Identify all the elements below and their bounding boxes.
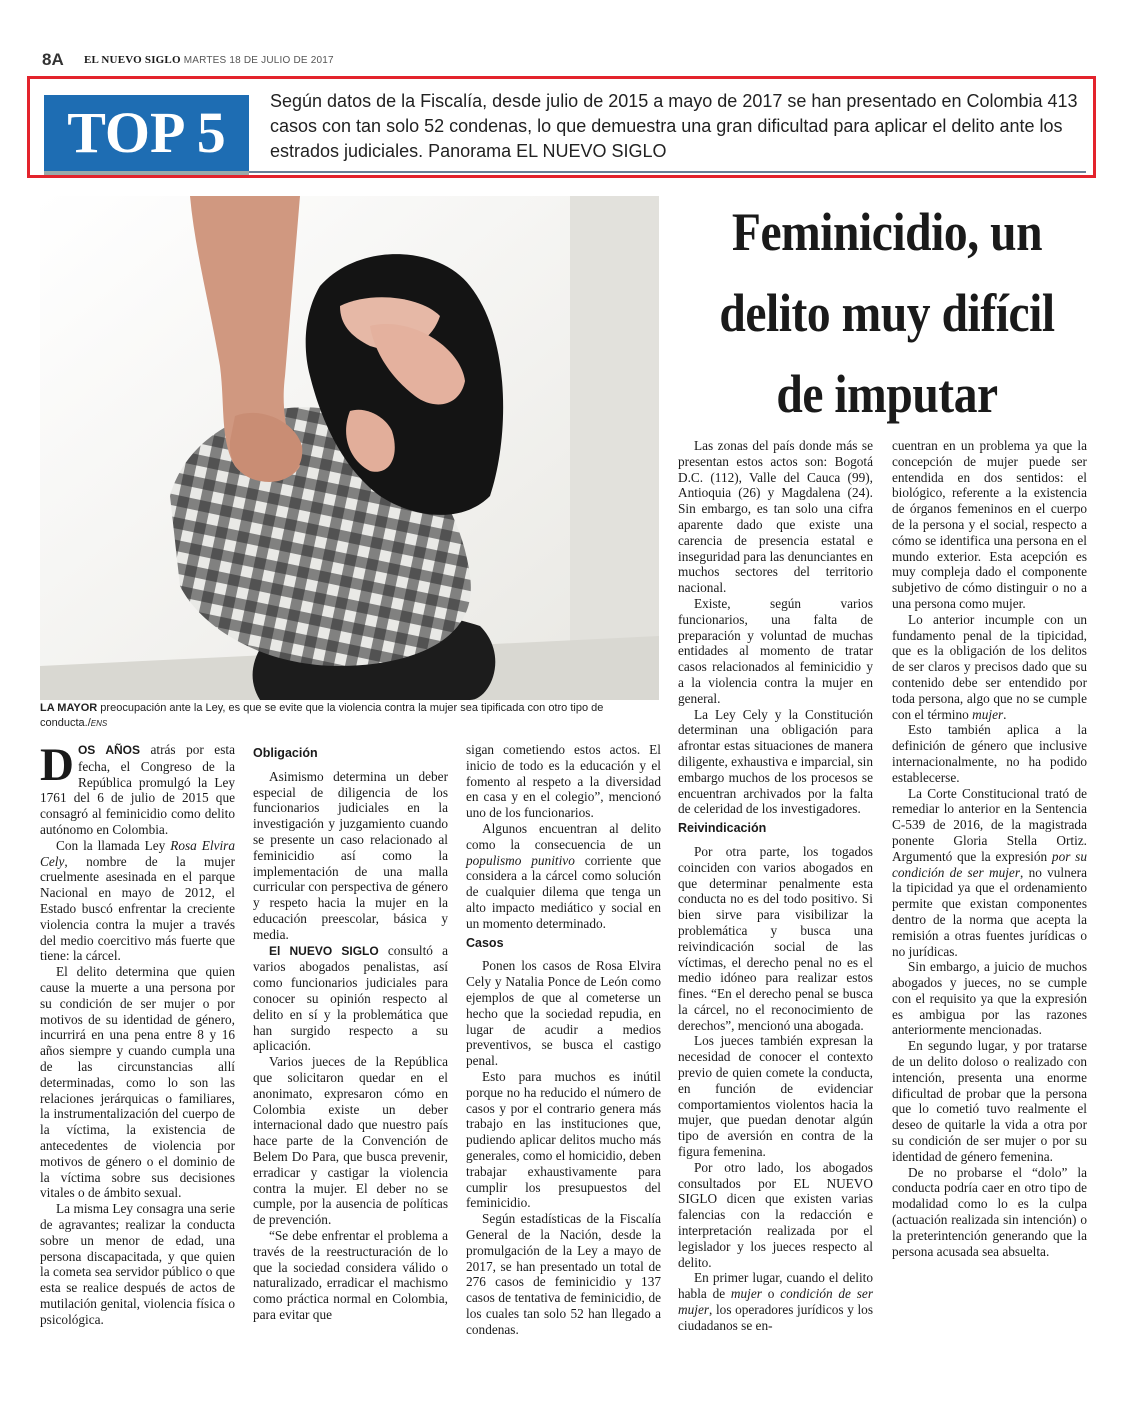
paragraph-text: En primer lugar, cuando el delito habla de xyxy=(678,1270,873,1302)
paragraph xyxy=(892,612,1087,723)
italic-text: mujer xyxy=(730,1286,762,1302)
paragraph-text: La Corte Constitucional trató de remediar lo anterior en la Sentencia C-539 de 2016, de la magistrada ponente Gloria Stella Ortiz. Argumentó que la expresión xyxy=(892,785,1087,864)
top5-badge: TOP 5 xyxy=(44,95,249,175)
italic-text: mujer xyxy=(972,706,1004,722)
paragraph: Sin embargo, a juicio de muchos abogados y jueces, no se cumple con el requisito ya que la expresión es ambigua por las razones anteriormente mencionadas. xyxy=(892,959,1087,1038)
subheading-reivindicacion: Reivindicación xyxy=(678,821,767,836)
italic-text: por su condición de ser mujer xyxy=(892,848,1087,880)
publication-name: EL NUEVO SIGLO xyxy=(84,54,181,66)
article-column-1 xyxy=(40,739,235,1327)
article-column-4 xyxy=(678,438,873,1334)
paragraph: El delito determina que quien cause la muerte a una persona por su condición de ser mujer o por motivos de su identidad de género, incurrirá en una pena entre 8 y 16 años siempre y cuando cumpla una de las circunstancias allí determinadas, como lo son las relaciones jerárquicas o familiares, la instrumentalización del cuerpo de la víctima, la existencia de antecedentes de violencia por motivos de género o el dominio de la víctima sobre sus decisiones vitales o de ámbito sexual. xyxy=(40,964,235,1201)
article-column-2 xyxy=(253,742,448,1323)
drop-cap: D xyxy=(40,739,74,791)
paragraph: Por otro lado, los abogados consultados por EL NUEVO SIGLO dicen que existen varias falencias con la redacción e interpretación realizada por el legislador y los jueces respecto al delito. xyxy=(678,1159,873,1270)
paragraph xyxy=(678,1270,873,1333)
article-headline xyxy=(698,192,1076,435)
masthead xyxy=(84,54,334,66)
paragraph: La misma Ley consagra una serie de agravantes; realizar la conducta sobre un menor de edad, una persona discapacitada, y que quien la cometa sea servidor público o que esta se realice después de actos de mutilación genital, violencia física o psicológica. xyxy=(40,1201,235,1327)
paragraph-text: corriente que considera a la cárcel como solución de cualquier dilema que tenga un alto impacto mediático y social en un momento determinado. xyxy=(466,852,661,931)
italic-text: Rosa Elvira Cely xyxy=(40,837,235,869)
paragraph xyxy=(466,821,661,932)
headline-line-3: de imputar xyxy=(776,364,998,424)
woman-covering-head-illustration xyxy=(40,196,659,700)
paragraph: Por otra parte, los togados coinciden con varios abogados en que determinar penalmente esta conducta no es del todo positivo. Si bien sirve para visibilizar la problemática y busca una reivindicación social de las víctimas, el derecho penal no es el medio idóneo para realizar estos fines. “En el derecho penal se busca la cárcel, no el reconocimiento de derechos”, mencionó una abogada. xyxy=(678,843,873,1033)
issue-date: MARTES 18 DE JULIO DE 2017 xyxy=(183,55,334,66)
paragraph xyxy=(40,838,235,964)
subheading-obligacion: Obligación xyxy=(253,746,318,760)
page-number: 8A xyxy=(42,50,64,69)
caption-lead: LA MAYOR xyxy=(40,702,98,714)
article-column-3 xyxy=(466,742,661,1337)
italic-text: populismo punitivo xyxy=(466,852,575,868)
italic-text: condición de ser mujer xyxy=(678,1286,873,1318)
paragraph: La Ley Cely y la Constitución determinan una obligación para afrontar estas situaciones de manera diligente, exhaustiva e imparcial, sin embargo muchos de los procesos se encuentran archivados por la falta de celeridad de los investigadores. xyxy=(678,706,873,817)
paragraph: En segundo lugar, y por tratarse de un delito doloso o realizado con intención, presenta una enorme dificultad de probar que la persona que lo cometió tuvo realmente el deseo de quitarle la vida a otra por su condición de ser mujer o por su identidad de género femenina. xyxy=(892,1038,1087,1164)
paragraph: Ponen los casos de Rosa Elvira Cely y Natalia Ponce de León como ejemplos de que al cometerse un hecho que la sociedad repudia, en lugar de acudir a medios preventivos, se busca el castigo penal. xyxy=(466,958,661,1069)
paragraph-text: Lo anterior incumple con un fundamento penal de la tipicidad, que es la obligación de los delitos de ser claros y precisos dado que su contenido debe ser entendido por toda persona, algo que no se cumple con el término xyxy=(892,611,1087,722)
paragraph xyxy=(892,786,1087,960)
paragraph xyxy=(40,739,235,838)
paragraph-text: . xyxy=(1003,706,1007,722)
paragraph: Las zonas del país donde más se presentan estos actos son: Bogotá D.C. (112), Valle del Cauca (99), Antioquia (26) y Magdalena (24). Sin embargo, es tan solo una cifra aparente dado que existe una carencia de presencia estatal e inseguridad para las denunciantes en muchos sectores del territorio nacional. xyxy=(678,438,873,596)
paragraph: Esto para muchos es inútil porque no ha reducido el número de casos y por el contrario genera más trabajo en las instituciones que, pudiendo aplicar delitos mucho más generales, como el homicidio, deben trabajar exhaustivamente para cumplir los presupuestos del feminicidio. xyxy=(466,1068,661,1211)
article-photo xyxy=(40,196,659,700)
paragraph-text: atrás por esta fecha, el Congreso de la República promulgó la Ley 1761 del 6 de julio de 2015 que consagró al feminicidio como delito autónomo en Colombia. xyxy=(40,742,235,837)
paragraph: cuentran en un problema ya que la concepción de mujer puede ser entendida en dos sentidos: el biológico, referente a la existencia de órganos femeninos en el cuerpo de la persona y el social, respecto a cómo se identifica una persona en el mundo exterior. Esta acepción es muy compleja dado el componente subjetivo de cómo distinguir o no a una persona como mujer. xyxy=(892,438,1087,611)
photo-caption xyxy=(40,701,659,731)
paragraph-text: o xyxy=(761,1286,781,1302)
paragraph: Asimismo determina un deber especial de diligencia de los funcionarios judiciales en la investigación y juzgamiento cuando se presente un caso relacionado al feminicidio así como la implementación de una malla curricular con perspectiva de género y respeto hacia la mujer en la educación preescolar, básica y media. xyxy=(253,768,448,942)
paragraph: Según estadísticas de la Fiscalía General de la Nación, desde la promulgación de la Ley a mayo de 2017, se han presentado un total de 276 casos de feminicidio y 137 casos de tentativa de feminicidio, de los cuales tan solo 52 han llegado a condenas. xyxy=(466,1211,661,1337)
paragraph: Varios jueces de la República que solicitaron quedar en el anonimato, expresaron cómo en Colombia existe un deber internacional dado que nuestro país hace parte de la Convención de Belem Do Para, que busca prevenir, erradicar y castigar la violencia contra la mujer. El deber no se cumple, por la ausencia de políticas de prevención. xyxy=(253,1054,448,1228)
paragraph xyxy=(253,943,448,1055)
paragraph: “Se debe enfrentar el problema a través de la reestructuración de lo que la sociedad considera válido o naturalizado, erradicar el machismo como práctica normal en Colombia, para evitar que xyxy=(253,1227,448,1322)
article-column-5 xyxy=(892,438,1087,1259)
top5-highlight-box xyxy=(27,76,1096,178)
paragraph-text: , nombre de la mujer cruelmente asesinada en el parque Nacional en mayo de 2012, el Estado buscó enfrentar la creciente violencia contra la mujer a través del medio coercitivo más fuerte que tiene: la cárcel. xyxy=(40,853,235,964)
top5-rule xyxy=(249,171,1086,173)
paragraph: Existe, según varios funcionarios, una falta de preparación y voluntad de muchas entidades al momento de tratar casos relacionados al feminicidio y a la violencia contra la mujer en general. xyxy=(678,595,873,706)
subheading-casos: Casos xyxy=(466,935,504,950)
paragraph-text: , los operadores jurídicos y los ciudadanos se en- xyxy=(678,1302,873,1333)
headline-line-2: delito muy difícil xyxy=(719,283,1055,343)
paragraph-text: , no vulnera la tipicidad ya que el ordenamiento permite que existan componentes dentro de la norma que acepta la remisión a otras fuentes jurídicas o no jurídicas. xyxy=(892,864,1087,959)
brand-text: El NUEVO SIGLO xyxy=(269,943,379,958)
caption-text: preocupación ante la Ley, es que se evite que la violencia contra la mujer sea tipificada con otro tipo de conducta./ xyxy=(40,702,604,729)
headline-line-1: Feminicidio, un xyxy=(731,202,1043,262)
paragraph: sigan cometiendo estos actos. El inicio de todo es la educación y el fomento al respeto a la diversidad en casa y en el colegio”, mencionó uno de los funcionarios. xyxy=(466,742,661,821)
paragraph-text: consultó a varios abogados penalistas, así como funcionarios judiciales para conocer su opinión respecto al delito en sí y la problemática que han surgido respecto a su aplicación. xyxy=(253,942,448,1054)
paragraph-text: Algunos encuentran al delito como la consecuencia de un xyxy=(466,820,661,852)
paragraph: Los jueces también expresan la necesidad de conocer el contexto previo de quien comete la conducta, en función de evidenciar comportamientos violentos hacia la mujer, que puedan denotar algún tipo de aversión en contra de la figura femenina. xyxy=(678,1033,873,1160)
paragraph: De no probarse el “dolo” la conducta podría caer en otro tipo de modalidad como lo es la culpa (actuación realizada sin intención) o la preterintención generando que la persona acusada sea absuelta. xyxy=(892,1164,1087,1259)
paragraph-text: Con la llamada Ley xyxy=(56,837,171,853)
lead-caps: OS AÑOS xyxy=(77,743,141,757)
caption-credit: ENS xyxy=(90,719,108,728)
paragraph: Esto también aplica a la definición de género que inclusive internacionalmente, no ha podido establecerse. xyxy=(892,722,1087,785)
top5-summary: Según datos de la Fiscalía, desde julio de 2015 a mayo de 2017 se han presentado en Colombia 413 casos con tan solo 52 condenas, lo que demuestra una gran dificultad para aplicar el delito ante los estrados judiciales. Panorama EL NUEVO SIGLO xyxy=(270,91,1078,161)
